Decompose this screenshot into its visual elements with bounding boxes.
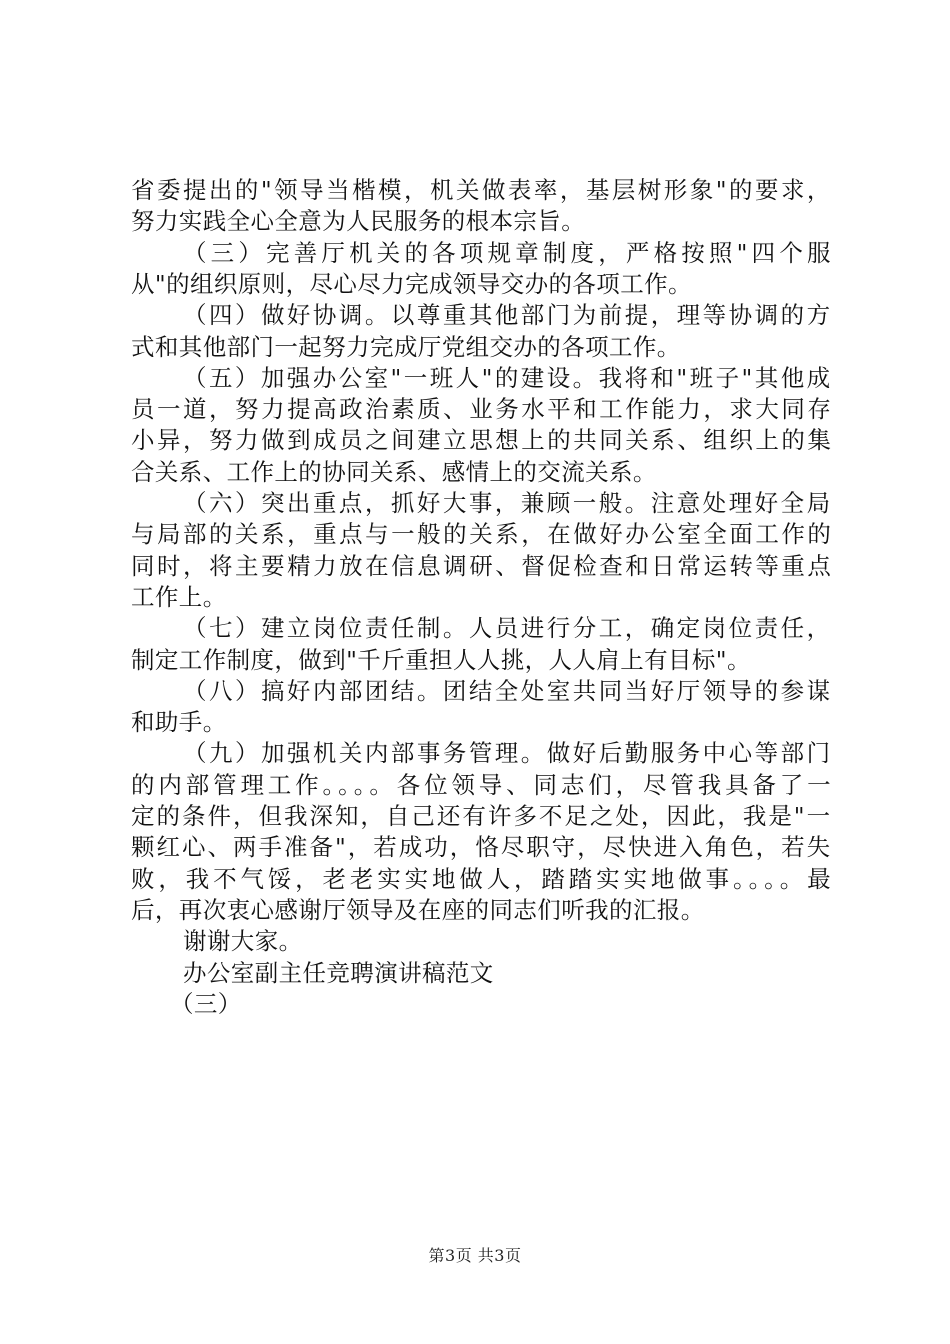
text-line: 办公室副主任竞聘演讲稿范文 (183, 958, 494, 987)
text-line: 式和其他部门一起努力完成厅党组交办的各项工作。 (131, 332, 681, 361)
text-line: （七）建立岗位责任制。人员进行分工，确定岗位责任， (183, 614, 833, 643)
text-line: 从"的组织原则，尽心尽力完成领导交办的各项工作。 (131, 269, 692, 298)
text-line: （九）加强机关内部事务管理。做好后勤服务中心等部门 (183, 739, 833, 768)
text-line: 谢谢大家。 (183, 927, 303, 956)
text-line: 制定工作制度，做到"千斤重担人人挑，人人肩上有目标"。 (131, 645, 751, 674)
text-line: 定的条件，但我深知，自己还有许多不足之处，因此，我是"一 (131, 802, 833, 830)
text-line: 颗红心、两手准备"，若成功，恪尽职守，尽快进入角色，若失 (131, 833, 833, 862)
text-line: 员一道，努力提高政治素质、业务水平和工作能力，求大同存 (131, 395, 834, 424)
text-line: （五）加强办公室"一班人"的建设。我将和"班子"其他成 (183, 363, 833, 392)
text-line: 省委提出的"领导当楷模，机关做表率，基层树形象"的要求， (131, 176, 833, 204)
page-footer: 第3页 共3页 (428, 1246, 522, 1265)
text-line: 后，再次衷心感谢厅领导及在座的同志们听我的汇报。 (131, 895, 705, 924)
text-line: 败，我不气馁，老老实实地做人，踏踏实实地做事。。。。最 (131, 864, 835, 893)
text-line: （四）做好协调。以尊重其他部门为前提，理等协调的方 (183, 301, 833, 330)
text-line: 工作上。 (131, 582, 227, 611)
text-line: 小异，努力做到成员之间建立思想上的共同关系、组织上的集 (131, 426, 834, 455)
text-line: （六）突出重点，抓好大事，兼顾一般。注意处理好全局 (183, 489, 833, 517)
text-line: 与局部的关系，重点与一般的关系，在做好办公室全面工作的 (131, 520, 834, 549)
text-line: 同时，将主要精力放在信息调研、督促检查和日常运转等重点 (131, 551, 834, 580)
text-line: 和助手。 (131, 708, 227, 737)
text-line: （八）搞好内部团结。团结全处室共同当好厅领导的参谋 (183, 676, 833, 705)
text-line: 合关系、工作上的协同关系、感情上的交流关系。 (131, 457, 657, 486)
text-line: （三）完善厅机关的各项规章制度，严格按照"四个服 (183, 238, 835, 267)
text-line: 努力实践全心全意为人民服务的根本宗旨。 (131, 207, 586, 236)
text-line: （三） (170, 989, 242, 1018)
text-line: 的内部管理工作。。。。各位领导、同志们，尽管我具备了一 (131, 770, 835, 799)
